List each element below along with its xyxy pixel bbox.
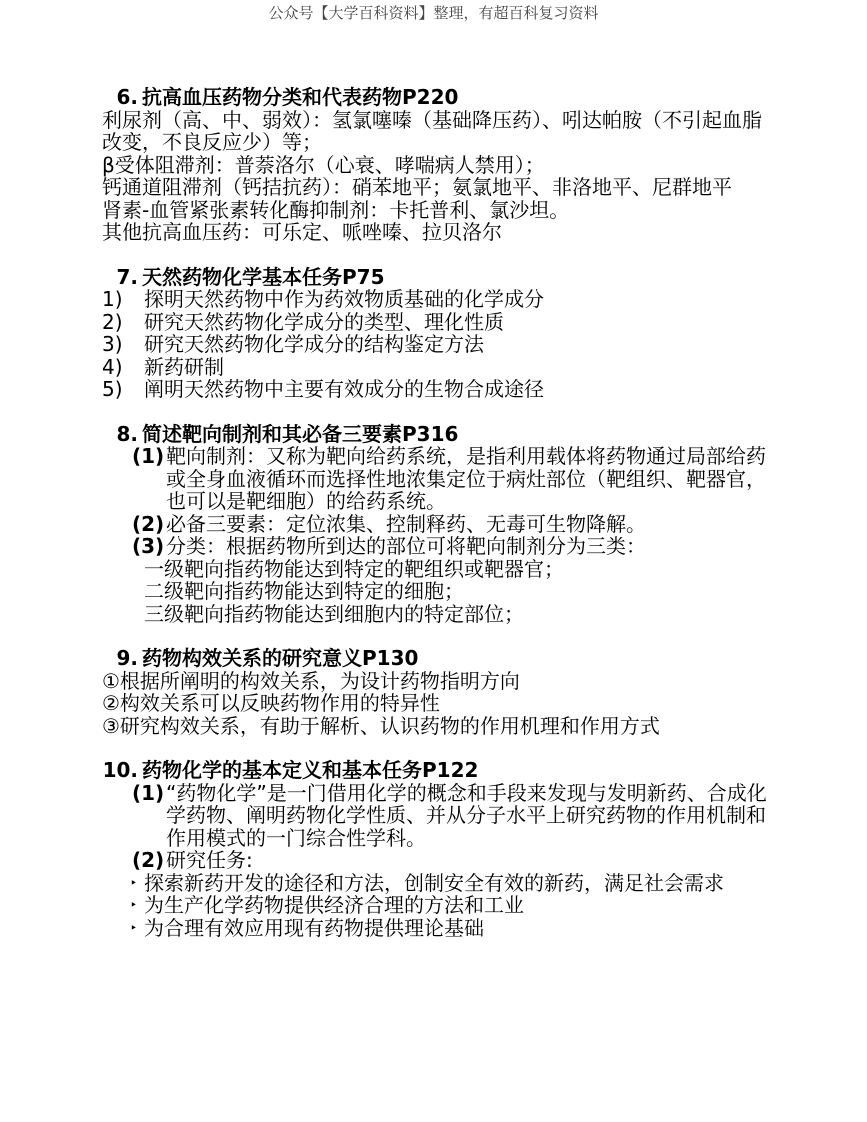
list-item <box>102 288 767 311</box>
section-title: 药物化学的基本定义和基本任务P122 <box>142 758 479 782</box>
text-line: ①根据所阐明的构效关系，为设计药物指明方向 <box>102 668 520 693</box>
item-text: 探明天然药物中作为药效物质基础的化学成分 <box>144 287 544 311</box>
bullet-text: 为生产化学药物提供经济合理的方法和工业 <box>144 893 524 917</box>
list-item <box>102 311 767 334</box>
section-8-heading <box>102 423 767 446</box>
item-number: (2) <box>132 511 165 536</box>
section-number: 7. <box>116 264 138 289</box>
document-body <box>102 86 767 961</box>
bullet-item <box>102 917 767 940</box>
item-text: 研究任务: <box>166 848 253 872</box>
section-6-heading <box>102 86 767 109</box>
text-line: 钙通道阻滞剂（钙拮抗药）：硝苯地平；氨氯地平、非洛地平、尼群地平 <box>102 175 732 199</box>
list-item <box>102 782 767 850</box>
page-header: 公众号【大学百科资料】整理，有超百科复习资料 <box>268 4 599 22</box>
section-9-heading <box>102 647 767 670</box>
item-text: 研究天然药物化学成分的类型、理化性质 <box>144 309 504 334</box>
section-6 <box>102 86 767 244</box>
section-8 <box>102 423 767 626</box>
sub-line: 二级靶向指药物能达到特定的细胞； <box>144 579 464 603</box>
text-line: ③研究构效关系，有助于解析、认识药物的作用机理和作用方式 <box>102 713 660 738</box>
text-line: 其他抗高血压药：可乐定、哌唑嗪、拉贝洛尔 <box>102 220 502 244</box>
bullet-icon: ‣ <box>130 898 138 912</box>
section-title: 药物构效关系的研究意义P130 <box>142 646 419 670</box>
list-item <box>102 333 767 356</box>
list-item <box>102 849 767 872</box>
bullet-icon: ‣ <box>130 920 138 935</box>
list-item <box>102 356 767 379</box>
section-7 <box>102 266 767 401</box>
item-number: (3) <box>132 534 165 558</box>
list-item <box>102 378 767 401</box>
bullet-item <box>102 872 767 895</box>
item-text: 靶向制剂：又称为靶向给药系统，是指利用载体将药物通过局部给药或全身血液循环而选择性地浓集定位于病灶部位（靶组织、靶器官，也可以是靶细胞）的给药系统。 <box>166 444 766 513</box>
list-item <box>102 513 767 536</box>
item-number: (1) <box>132 444 165 468</box>
section-number: 9. <box>116 646 138 670</box>
bullet-text: 为合理有效应用现有药物提供理论基础 <box>144 915 484 940</box>
section-7-heading <box>102 266 767 289</box>
section-number: 6. <box>116 85 138 109</box>
item-text: 分类：根据药物所到达的部位可将靶向制剂分为三类： <box>166 534 646 558</box>
section-9 <box>102 647 767 737</box>
section-title: 天然药物化学基本任务P75 <box>142 264 385 289</box>
list-item <box>102 445 767 513</box>
section-title: 抗高血压药物分类和代表药物P220 <box>142 85 459 109</box>
text-line: 肾素-血管紧张素转化酶抑制剂：卡托普利、氯沙坦。 <box>102 197 570 222</box>
section-number: 8. <box>116 421 138 446</box>
section-number: 10. <box>102 758 138 782</box>
section-title: 简述靶向制剂和其必备三要素P316 <box>142 421 459 446</box>
text-line: β受体阻滞剂：普萘洛尔（心衰、哮喘病人禁用）； <box>102 152 545 177</box>
bullet-item <box>102 894 767 917</box>
text-line: 利尿剂（高、中、弱效）：氢氯噻嗪（基础降压药）、吲达帕胺（不引起血脂改变，不良反应少）等； <box>102 107 762 154</box>
item-number: 5) <box>102 377 123 401</box>
item-number: (1) <box>132 780 165 805</box>
item-text: 研究天然药物化学成分的结构鉴定方法 <box>144 332 484 356</box>
item-number: (2) <box>132 848 165 872</box>
text-line: ②构效关系可以反映药物作用的特异性 <box>102 691 440 715</box>
item-text: 必备三要素：定位浓集、控制释药、无毒可生物降解。 <box>166 511 646 536</box>
sub-line: 三级靶向指药物能达到细胞内的特定部位； <box>144 601 524 626</box>
item-number: 1) <box>102 287 123 311</box>
list-item <box>102 535 767 558</box>
bullet-text: 探索新药开发的途径和方法，创制安全有效的新药，满足社会需求 <box>144 870 724 895</box>
section-10-heading <box>102 759 767 782</box>
sub-line: 一级靶向指药物能达到特定的靶组织或靶器官； <box>144 556 564 581</box>
item-text: 阐明天然药物中主要有效成分的生物合成途径 <box>144 377 544 401</box>
item-number: 4) <box>102 354 123 379</box>
item-number: 3) <box>102 332 123 356</box>
bullet-icon: ‣ <box>130 875 138 890</box>
item-text: 新药研制 <box>144 354 224 379</box>
item-number: 2) <box>102 309 123 334</box>
item-text: “药物化学”是一门借用化学的概念和手段来发现与发明新药、合成化学药物、阐明药物化学性质、并从分子水平上研究药物的作用机制和作用模式的一门综合性学科。 <box>166 780 767 850</box>
section-10 <box>102 759 767 939</box>
